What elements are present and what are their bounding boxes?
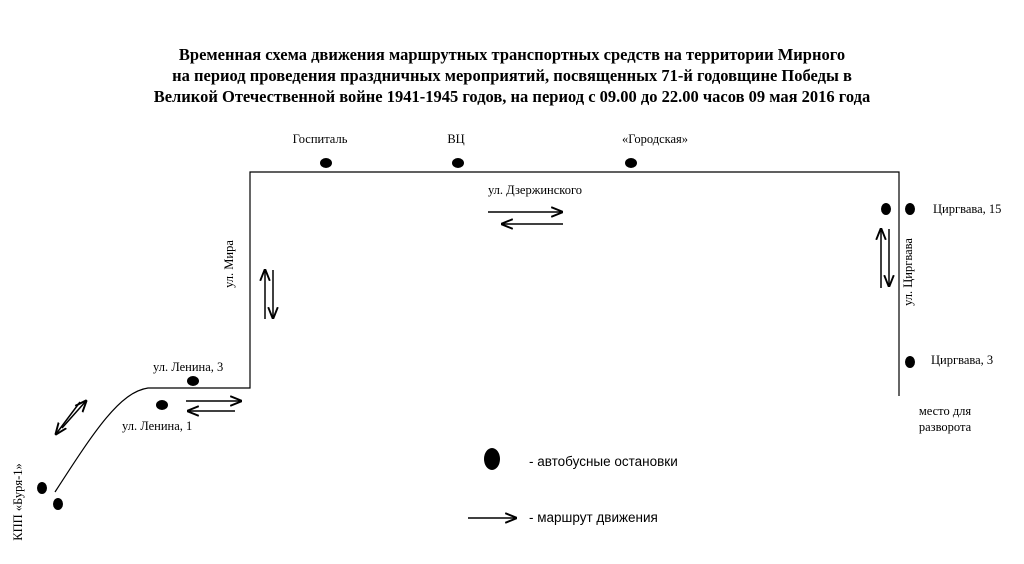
- label-cirgvava3: Циргвава, 3: [931, 353, 994, 367]
- label-vc: ВЦ: [447, 132, 465, 146]
- bus-stop-marker-gospital: [320, 158, 332, 168]
- legend-route-label: - маршрут движения: [529, 510, 658, 525]
- bus-stop-marker-cirgvava15-a: [881, 203, 891, 215]
- title-line-1: Временная схема движения маршрутных транспортных средств на территории Мирного: [178, 45, 846, 64]
- turnaround-line-2: разворота: [918, 420, 972, 434]
- legend-stop-label: - автобусные остановки: [529, 454, 678, 469]
- street-dzerzhinskogo: ул. Дзержинского: [487, 183, 583, 197]
- label-gorodskaya: «Городская»: [621, 132, 689, 146]
- bus-stop-marker-lenina3: [187, 376, 199, 386]
- turnaround-line-1: место для: [918, 404, 972, 418]
- bus-stop-marker-vc: [452, 158, 464, 168]
- bus-stop-marker-kpp-a: [37, 482, 47, 494]
- road-main: [55, 172, 899, 492]
- bus-stop-marker-cirgvava3: [905, 356, 915, 368]
- title-line-2: на период проведения праздничных мероприятий, посвященных 71-й годовщине Победы в: [172, 66, 852, 85]
- arrow-kpp-northeast: [62, 401, 86, 428]
- label-lenina3: ул. Ленина, 3: [153, 360, 224, 374]
- label-kpp: КПП «Буря-1»: [11, 463, 25, 541]
- bus-stops: [37, 158, 915, 510]
- title-line-3: Великой Отечественной войне 1941-1945 годов, на период с 09.00 до 22.00 часов 09 мая 2016 года: [153, 87, 871, 106]
- arrow-kpp-southwest: [56, 402, 80, 434]
- bus-stop-marker-lenina1: [156, 400, 168, 410]
- legend-stop-marker: [484, 448, 500, 470]
- label-gospital: Госпиталь: [292, 132, 348, 146]
- label-cirgvava15: Циргвава, 15: [933, 202, 1002, 216]
- street-mira: ул. Мира: [222, 240, 236, 288]
- bus-stop-marker-kpp-b: [53, 498, 63, 510]
- label-lenina1: ул. Ленина, 1: [122, 419, 193, 433]
- bus-stop-marker-cirgvava15-b: [905, 203, 915, 215]
- street-cirgvava: ул. Циргвава: [901, 238, 915, 306]
- bus-stop-marker-gorodskaya: [625, 158, 637, 168]
- legend: [529, 454, 678, 525]
